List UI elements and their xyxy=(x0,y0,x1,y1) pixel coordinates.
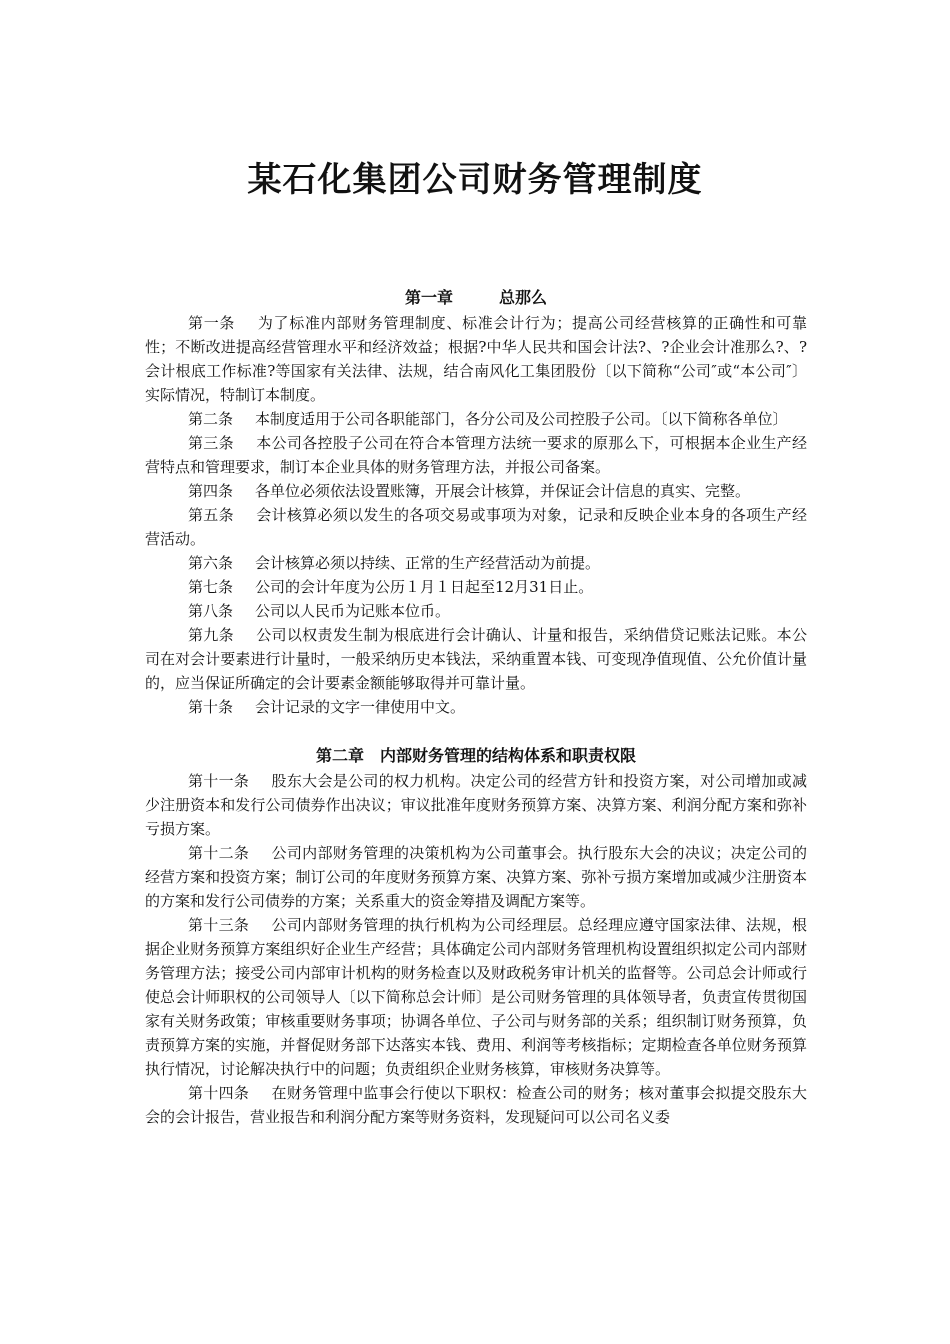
article xyxy=(145,575,807,599)
article xyxy=(145,503,807,551)
article-text: 各单位必须依法设置账簿，开展会计核算，并保证会计信息的真实、完整。 xyxy=(255,482,751,500)
article xyxy=(145,913,807,1081)
article-text: 在财务管理中监事会行使以下职权：检查公司的财务；核对董事会拟提交股东大会的会计报告，营业报告和利润分配方案等财务资料，发现疑问可以公司名义委 xyxy=(145,1084,807,1126)
article xyxy=(145,623,807,695)
article-text: 公司内部财务管理的执行机构为公司经理层。总经理应遵守国家法律、法规，根据企业财务预算方案组织好企业生产经营；具体确定公司内部财务管理机构设置组织拟定公司内部财务管理方法；接受公司内部审计机构的财务检查以及财政税务审计机关的监督等。公司总会计师或行使总会计师职权的公司领导人〔以下简称总会计师〕是公司财务管理的具体领导者，负责宣传贯彻国家有关财务政策；审核重要财务事项；协调各单位、子公司与财务部的关系；组织制订财务预算，负责预算方案的实施，并督促财务部下达落实本钱、费用、利润等考核指标；定期检查各单位财务预算执行情况，讨论解决执行中的问题；负责组织企业财务核算，审核财务决算等。 xyxy=(145,916,807,1078)
article-number: 第五条 xyxy=(188,506,234,524)
article-text: 公司以权责发生制为根底进行会计确认、计量和报告，采纳借贷记账法记账。本公司在对会计要素进行计量时，一般采纳历史本钱法，采纳重置本钱、可变现净值现值、公允价值计量的，应当保证所确定的会计要素金额能够取得并可靠计量。 xyxy=(145,626,807,692)
chapter-number: 第一章 xyxy=(404,288,453,307)
chapter-title: 总那么 xyxy=(499,288,548,307)
chapter-heading xyxy=(145,285,807,311)
article xyxy=(145,407,807,431)
article xyxy=(145,841,807,913)
article-number: 第八条 xyxy=(188,602,234,620)
article-text: 股东大会是公司的权力机构。决定公司的经营方针和投资方案，对公司增加或减少注册资本和发行公司债券作出决议；审议批准年度财务预算方案、决算方案、利润分配方案和弥补亏损方案。 xyxy=(145,772,807,838)
article-text: 本制度适用于公司各职能部门，各分公司及公司控股子公司。〔以下简称各单位〕 xyxy=(255,410,788,428)
article-number: 第十一条 xyxy=(188,772,250,790)
article-text: 公司的会计年度为公历１月１日起至12月31日止。 xyxy=(255,578,594,596)
article xyxy=(145,551,807,575)
article-number: 第四条 xyxy=(188,482,234,500)
article xyxy=(145,695,807,719)
article xyxy=(145,599,807,623)
article-text: 公司内部财务管理的决策机构为公司董事会。执行股东大会的决议；决定公司的经营方案和投资方案；制订公司的年度财务预算方案、决算方案、弥补亏损方案增加或减少注册资本的方案和发行公司债券的方案；关系重大的资金筹措及调配方案等。 xyxy=(145,844,807,910)
chapter-heading xyxy=(145,743,807,769)
article-number: 第六条 xyxy=(188,554,234,572)
article-number: 第二条 xyxy=(188,410,234,428)
article-text: 本公司各控股子公司在符合本管理方法统一要求的原那么下，可根据本企业生产经营特点和管理要求，制订本企业具体的财务管理方法，并报公司备案。 xyxy=(145,434,807,476)
article-number: 第十四条 xyxy=(188,1084,250,1102)
article-number: 第七条 xyxy=(188,578,234,596)
document-body xyxy=(145,285,807,1129)
article-number: 第十二条 xyxy=(188,844,250,862)
article-text: 为了标准内部财务管理制度、标准会计行为；提高公司经营核算的正确性和可靠性；不断改进提高经营管理水平和经济效益；根据?中华人民共和国会计法?、?企业会计准那么?、?会计根底工作标准?等国家有关法律、法规，结合南风化工集团股份〔以下简称“公司″或“本公司″〕实际情况，特制订本制度。 xyxy=(145,314,807,404)
article-number: 第三条 xyxy=(188,434,234,452)
document-title: 某石化集团公司财务管理制度 xyxy=(247,160,703,200)
article xyxy=(145,769,807,841)
article-number: 第十三条 xyxy=(188,916,250,934)
article-number: 第十条 xyxy=(188,698,234,716)
article xyxy=(145,1081,807,1129)
chapter-title: 内部财务管理的结构体系和职责权限 xyxy=(380,746,637,765)
chapter-number: 第二章 xyxy=(315,746,364,765)
article xyxy=(145,431,807,479)
article-number: 第九条 xyxy=(188,626,234,644)
article xyxy=(145,311,807,407)
article-text: 会计核算必须以发生的各项交易或事项为对象，记录和反映企业本身的各项生产经营活动。 xyxy=(145,506,807,548)
article xyxy=(145,479,807,503)
article-text: 会计核算必须以持续、正常的生产经营活动为前提。 xyxy=(255,554,601,572)
article-text: 公司以人民币为记账本位币。 xyxy=(255,602,451,620)
article-number: 第一条 xyxy=(188,314,236,332)
article-text: 会计记录的文字一律使用中文。 xyxy=(255,698,466,716)
